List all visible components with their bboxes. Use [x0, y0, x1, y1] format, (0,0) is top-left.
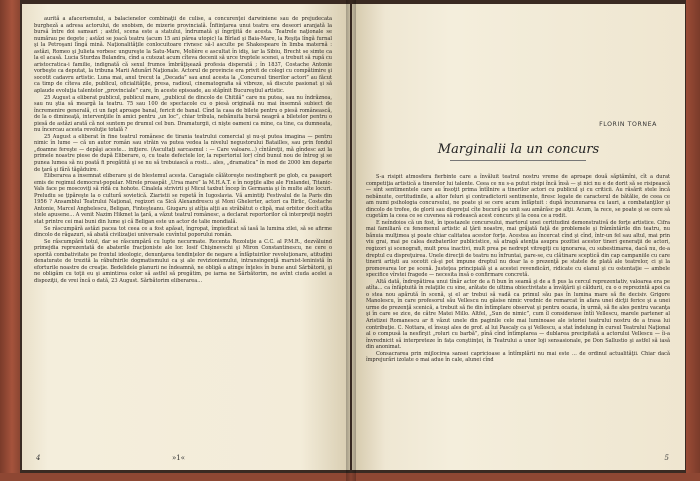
paragraph: E neîndoios că un fost, în ipostazele concursului, martorul unei certitudini demonstrativă de forţe artistice. Cifra mai familiară cu fenomenul artistic al ţării noastre, mai grăjată faţă de problemele şi frămîntările din teatru, nu bănuia mulţimea şi poate chiar calitatea acestor forţe. Acestea au încercat cînd şi cînd, într-un fel sau altul, mai prin viu grai, mai pe calea dezbaterilor publicistice, să atragă atenţia asupra pozitiei acestor tineri generaţii de actori, regizori şi scenografi, mult prea inactivi, mult prea pe nedrept vitregiţi cu ignorarea, cu subestimarea, dacă nu, de-a dreptul cu dispreţuirea. Unele direcţii de teatru nu înfruntai, pare-se, cu clătinare sceptică din cap campaniile cu care tinerii artişti au socotit că-şi pot impune dreptul nu doar la o prezenţă pe statele de plată ale teatrelor, ci şi la promovarea lor pe scenă. Justeţea principială şi a acestei revendicări, ridicate cu elanul şi cu ostentaţie — ambele specifice vîrstei fragede — necesita însă o confirmare concretă. — [366, 219, 670, 279]
paragraph: 25 August a eliberat în fine teatrul românesc de tirania teatrului comercial şi nu-şi putea imagina — pentru nimic în lume — că un autor român sau străin va putea vedea la nivelul negustorului Batailles, sau prin fondul „doamne fereşte — depăşi aceste... iniţiere. (Ascultaţi sarcasmul : — Care valoare...) cîntăreţii, mă gîndesc azi la primele noastre piese de după Eliberare, o, cu toate defectele lor, la repertoriul lor) cînd bunul nou de întreg şi se punea lumea să nu poată fi pregătită şi se nu să trebuiască a rosti... ales, „dramatica” în mod de 2000 km departe de ţară şi fără tăgăduire. — [34, 133, 332, 173]
paragraph: Consacrarea prin mijlocirea sansei capricioase a întîmplării nu mai este ... de ordinul actualităţii. Chiar dacă împrejurări izolate o mai adue în cale, alunei cînd — [366, 350, 670, 364]
paragraph: Se răscumpără totul, dar se răscumpără cu lupte necurmate. Recenta Rezoluţie a C.C. al P.M.R., dezvăluind primejdia reprezentată de abaterile fracţioniste ale lor. Iosif Chişinevschi şi Miron Constantinescu, ne cere o sporită combativitate pe frontul ideologic, denunţarea tendinţelor de negare a înfăptuirilor revoluţionare, atitudini denaturate de trezită la răbufnirile dogmatismului ca şi ale revizionismului, intransingenţă marxist-leninistă în eforturile noastre de creaţie. Bedelidele planurii ne îndeamnă, ne obligă a atinge înţeles în bune anul Sărbătorii, şi ne obligăm cu toţii eu şi amintirea celor să astfel să pregătim, pe iarna ne Sărbătorim, ne avînt ciuda acelei a dispoziţii, de vrei încă o dată, 23 August. Sărbătorim eliberarea... — [34, 238, 332, 284]
article-title: Marginalii la un concurs — [437, 142, 600, 157]
paragraph: 25 August a eliberat publicul, publicul mare, „publicul de dincolo de Chitilă” care nu putea, sau nu îndrăznea, sau nu ştia să meargă la teatru. 75 sau 100 de spectacole cu o piesă originală nu mai însemnă subiect de încremenire generală, ci un fapt aproape banal, fericit de banal. Cînd la casa de bilete pentru o piesă românească, de la o dimineaţă, intervenţiile în amici pentru „un loc”, chiar tribula, nebănuita bursă neagră a biletelor pentru o piesă de astăzi arată că noi suntem pe drumul cel bun. Dramaturgii, ci nişte oameni ca mine, ca tine, ca dumneata, nu încercau acesta revoluţie totală ? — [34, 94, 332, 134]
paragraph: Altă dată, îndrepătirea unui tînăr actor de a fi bun în seamă şi de a fi pus la cercul reprezentativ, valoarea era pe atîta... ca înfăptuită în relaţiile cu sine, arătate de ultima obiectivitate a învăţării şi căldurii, cu o o reprezintă apoi ca o stea nou apărută în scenă, şi el ar trebui să vadă ca primul său pas în lumina mare să fie decisiv. Grigore Manolescu, în care profesorul său Vellescu nu găsise nimic vrednic de remarcat în afara unei dicţii ferice şi a unei urme de prezenţă scenică, a trebuit să fie din întîmplare observat şi pentru ocazia, în urmă, să fie ales pentru vacanţa şi în care se zice, de către Matei Millo. Altfel, „Sun de nimic”, cum îl considerase întîi Vellescu, marele partener al Aristizei Romanescu ar fi văzut unele din paginile cele mai luminoase ale istoriei teatrului nostru de a trasa lui contribuţie. C. Nottara, el însuşi ales de prof. al lui Pascaly ca şi Vellescu, a stat îndelung în cursul Teatrului Naţional al o compusă la nesfîrşit „roluri cu barbă”, pînă cînd întîmplarea — dublarea precipitată a actorului Vellescu — îi-a învrednicit să interpreteze în fața conştiinţei, în Teatrului a unor loji sensasionale, pe Don Sallustio şi astfel să iasă din anonimat. — [366, 278, 670, 351]
left-page — [22, 4, 350, 470]
page-number-left: 4 — [36, 454, 41, 462]
book-cover-right-edge — [686, 0, 700, 481]
right-page-text — [366, 174, 670, 364]
book-cover-left-edge — [0, 0, 20, 481]
paragraph: aurită a afacerismului, a balacienelor combinaţii de culise, a concurenţei darwiniene sau de prejudecata burgheză a adresa actorului, de snobism, de mizerie provincială. Înfiinţarea unui teatru era deseori aranjată la bursă între doi samsari ; astfel, scena este a statului, îndrumată şi îngrijită de acesta. Teatrele naţionale se numărau pe degete ; astăzi se joacă teatru (acum 15 ani părea utopic) la Bîrlad şi Baia-Mare, la Reşiţa lîngă furnal şi la Petroşani lîngă mină. Naţionalităţile conlocuitoare rivnesc să-l asculte pe Shakespeare în limba maternă : astăzi, Romeo şi Julieta vorbesc ungureşte la Satu-Mare, Molière e ascultat în idiş, iar la Sibiu, Brecht se simte ca la el acasă. Lucia Sturdza Bulandra, cînd a cutezat acum cîteva decenii să urce treptele scenei, a trebuit să rupă cu aristocratica-i familie, indignată că sexul frumos îmbrăţişează profesia disperată ; în 1837, Costache Antonie vorbeşte ca deputat, la tribuna Marii Adunări Naţionale. Actorul de provincie era privit de colegi cu compătimire şi socotit cadavru artistic. Luna mai, anul trecut la „Decada” sau anul acesta la „Concursul tinerilor actori” au făcut ca timp de cîteva zile, publicul, oficialităţile, presa, radioul, cinematografia să vibreze, să discute pasionat şi să aplaude evoluţia talentelor „provinciale” care, în aceste episoade, au stăpînit Bucureştiul artistic. — [34, 16, 332, 95]
page-mark: »1« — [172, 454, 186, 462]
paragraph: Se răscumpără astăzi pacea tot ceea ce a fost apăsat, îngropat, împiedicat să iasă la lumina zilei, să se afirme dincolo de răgazuri, să abată civilizaţiei universale cuvîntul poporului român. — [34, 225, 332, 239]
paragraph: S-a risipit atmosfera fierbinte care a învăluit teatrul nostru vreme de aproape două săptămîni, cît a durat competiţia artistică a tinerelor lui talente. Ceea ce nu s-a putut risipi încă însă — şi nici nu e de dorit să se risipească — sînt sentimentele care au însoţit prima întîlnire a tinerilor actori cu publicul şi cu criticii. Au răsărit stele încă nebănuite, certitudinile, a altor feluri şi contradictorii sentimente, firesc legate de caracterul de bătălie, de ceea ce am numi psihologia concursului, ne poate şi se cere acum înfăptuit : după încununarea cu lauri, a combatanţilor şi dincolo de trofee, de glorii sau dispreţul cîte bucură pe unii sau amărăsc pe alţii. Acum, la rece, se poate şi se cere să cugetăm la ceea ce se cuvenea să rodească acest concurs şi la ceea ce a rodit. — [366, 174, 670, 220]
article-author: FLORIN TORNEA — [599, 121, 657, 128]
paragraph: Eliberarea a însemnat eliberare şi de blestemul acesta. Caragiale călătoreşte nestingherit pe glob, cu pasaport emis de regimul democrat-popular. Mirele proaspăt „Ursa mare” la M.H.A.T. e în nopţile albe ale Finlandei, Titanic-Vals face pe moscoviţi să rîdă cu hohote. Cinalela strivirii şi Micul taxbut încep în Germania şi în multe alte locuri. Preludiu se ţipăreşte la o cultură sovietică. Ziaristii se repetă în Iugoslavia. Vă amintiţi Festivalul de la Paris din 1956 ? Ansamblul Teatrului Naţional, regizori ca Sică Alexandrescu şi Moni Ghelerter, actori ca Birlic, Costache Antonie, Marcel Anghelescu, Beligan, Finteşteanu. Giugaru şi atîţia alţii au străbătut o clipă, mai orbitor decît atîta stele apusene... A venit Nazim Hikmet la ţară, a văzut teatrul românesc, a declarat reportorilor că interpreţii noştri stat printre cei mai buni din lume şi că Beligan este un actor de talie mondială. — [34, 173, 332, 225]
left-page-text — [34, 16, 332, 284]
right-page — [352, 4, 685, 470]
title-underline — [450, 160, 586, 161]
page-number-right: 5 — [664, 454, 669, 462]
book-gutter-shadow — [346, 0, 356, 481]
